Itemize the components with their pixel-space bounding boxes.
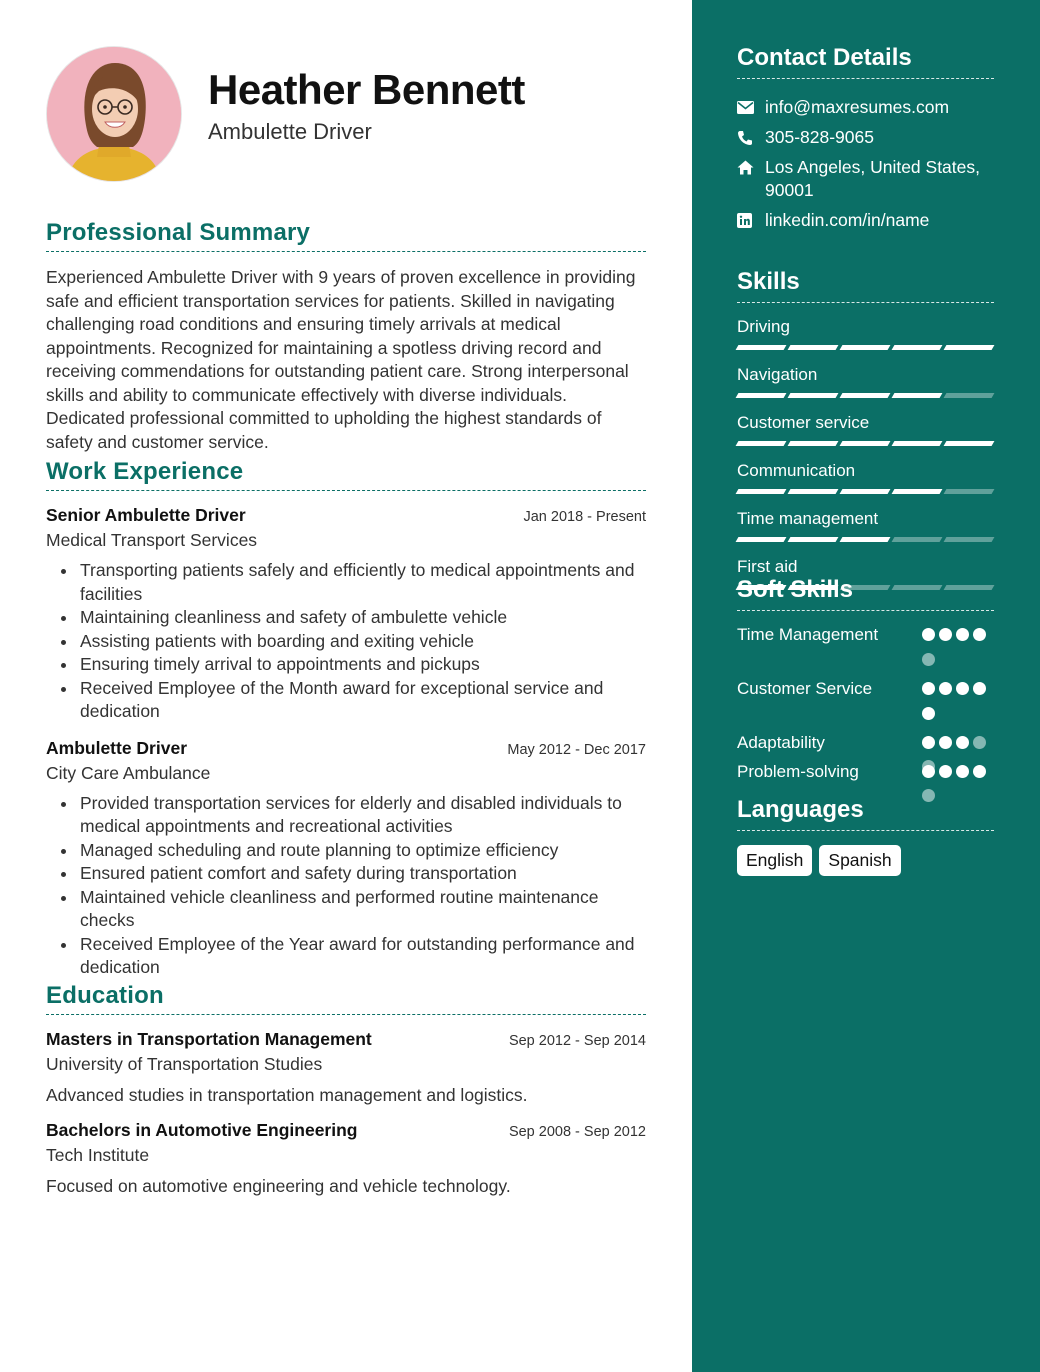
- experience-section: [46, 458, 646, 980]
- skill-level-segment: [944, 537, 995, 542]
- skill-item: [737, 413, 994, 446]
- list-item: • Managed scheduling and route planning to optimize efficiency: [78, 839, 646, 863]
- soft-skill-level-dot: [922, 707, 935, 720]
- soft-skill-item: [737, 760, 994, 790]
- soft-skill-item: [737, 623, 994, 677]
- soft-skill-name: Customer Service: [737, 679, 873, 698]
- soft-skill-name: Problem-solving: [737, 762, 859, 781]
- skills-heading: Skills: [737, 268, 994, 303]
- email-text: info@maxresumes.com: [765, 97, 950, 117]
- skill-name: Navigation: [737, 365, 818, 384]
- language-tag: English: [737, 845, 812, 876]
- soft-skill-level-dots: [922, 677, 994, 731]
- skill-name: Customer service: [737, 413, 870, 432]
- job-role: Senior Ambulette Driver: [46, 505, 246, 525]
- skill-level-bar: [737, 345, 994, 350]
- job-bullets: [46, 792, 646, 980]
- skills-section: [737, 268, 994, 590]
- soft-skill-level-dot: [973, 765, 986, 778]
- skill-level-segment: [944, 393, 995, 398]
- linkedin-text: linkedin.com/in/name: [765, 210, 930, 230]
- skill-name: First aid: [737, 557, 798, 576]
- contact-section: [737, 44, 994, 232]
- skill-level-segment: [892, 345, 943, 350]
- soft-skill-level-dots: [922, 731, 994, 760]
- soft-skill-item: [737, 731, 994, 760]
- skill-level-segment: [840, 393, 891, 398]
- skill-level-segment: [840, 489, 891, 494]
- degree-name: Bachelors in Automotive Engineering: [46, 1120, 358, 1140]
- candidate-title: Ambulette Driver: [208, 119, 372, 144]
- skill-item: [737, 461, 994, 494]
- skill-level-bar: [737, 537, 994, 542]
- skill-level-segment: [736, 537, 787, 542]
- soft-skill-level-dot: [939, 736, 952, 749]
- soft-skill-level-dot: [939, 628, 952, 641]
- skill-level-segment: [944, 345, 995, 350]
- contact-phone[interactable]: [737, 126, 994, 149]
- phone-icon: [737, 126, 765, 149]
- soft-skill-level-dot: [956, 736, 969, 749]
- list-item: • Received Employee of the Year award for outstanding performance and dedication: [78, 933, 646, 980]
- skill-item: [737, 509, 994, 542]
- soft-skills-heading: Soft Skills: [737, 576, 994, 611]
- list-item: • Maintaining cleanliness and safety of ambulette vehicle: [78, 606, 646, 630]
- soft-skill-level-dot: [956, 765, 969, 778]
- skill-level-segment: [736, 489, 787, 494]
- envelope-icon: [737, 96, 765, 119]
- job-entry: [46, 738, 646, 980]
- skill-level-segment: [892, 393, 943, 398]
- skill-level-bar: [737, 441, 994, 446]
- skill-level-segment: [788, 489, 839, 494]
- soft-skill-level-dot: [973, 682, 986, 695]
- skill-name: Time management: [737, 509, 879, 528]
- soft-skill-level-dot: [973, 736, 986, 749]
- soft-skill-level-dot: [922, 653, 935, 666]
- education-date: Sep 2008 - Sep 2012: [508, 1124, 646, 1140]
- school-name: University of Transportation Studies: [46, 1054, 323, 1074]
- job-date: May 2012 - Dec 2017: [507, 741, 646, 758]
- contact-linkedin[interactable]: [737, 209, 994, 232]
- job-company: City Care Ambulance: [46, 762, 211, 783]
- soft-skill-name: Time Management: [737, 625, 879, 644]
- skill-level-segment: [736, 393, 787, 398]
- sidebar: [692, 0, 1040, 1372]
- skill-level-segment: [944, 489, 995, 494]
- contact-email[interactable]: [737, 96, 994, 119]
- skill-level-segment: [736, 441, 787, 446]
- skill-level-segment: [840, 345, 891, 350]
- candidate-name: Heather Bennett: [208, 66, 525, 113]
- skill-item: [737, 317, 994, 350]
- soft-skill-name: Adaptability: [737, 733, 825, 752]
- skill-level-segment: [892, 537, 943, 542]
- skill-level-segment: [840, 537, 891, 542]
- degree-name: Masters in Transportation Management: [46, 1029, 372, 1049]
- contact-address: [737, 156, 994, 202]
- job-date: Jan 2018 - Present: [523, 509, 646, 525]
- job-role: Ambulette Driver: [46, 737, 188, 758]
- contact-heading: Contact Details: [737, 44, 994, 79]
- soft-skill-level-dot: [922, 765, 935, 778]
- skill-level-segment: [788, 441, 839, 446]
- skill-level-segment: [840, 441, 891, 446]
- soft-skill-level-dot: [939, 765, 952, 778]
- education-entry: [46, 1120, 646, 1197]
- experience-heading: Work Experience: [46, 458, 646, 491]
- skill-level-segment: [788, 345, 839, 350]
- education-description: Advanced studies in transportation management and logistics.: [46, 1085, 528, 1105]
- soft-skills-section: [737, 576, 994, 790]
- skill-level-segment: [788, 393, 839, 398]
- list-item: • Provided transportation services for elderly and disabled individuals to medical appointments and recreational activities: [78, 792, 646, 839]
- summary-section: [46, 219, 646, 454]
- school-name: Tech Institute: [46, 1145, 150, 1165]
- skills-list: [737, 317, 994, 590]
- phone-text: 305-828-9065: [765, 127, 874, 147]
- home-icon: [737, 156, 765, 179]
- list-item: • Transporting patients safely and efficiently to medical appointments and facilities: [78, 559, 646, 606]
- skill-level-segment: [788, 537, 839, 542]
- skill-level-segment: [736, 345, 787, 350]
- list-item: • Received Employee of the Month award for exceptional service and dedication: [78, 677, 646, 724]
- skill-name: Communication: [737, 461, 856, 480]
- list-item: • Assisting patients with boarding and exiting vehicle: [78, 630, 646, 654]
- skill-level-bar: [737, 489, 994, 494]
- soft-skill-item: [737, 677, 994, 731]
- skill-level-segment: [944, 441, 995, 446]
- address-text: Los Angeles, United States, 90001: [765, 157, 980, 200]
- soft-skill-level-dot: [922, 628, 935, 641]
- education-section: [46, 982, 646, 1197]
- skill-item: [737, 365, 994, 398]
- soft-skill-level-dots: [922, 623, 994, 677]
- soft-skill-level-dot: [973, 628, 986, 641]
- education-description: Focused on automotive engineering and vehicle technology.: [46, 1176, 511, 1196]
- avatar-illustration: [47, 47, 181, 181]
- avatar: [46, 46, 182, 182]
- soft-skill-level-dot: [922, 736, 935, 749]
- education-date: Sep 2012 - Sep 2014: [508, 1033, 646, 1049]
- languages-heading: Languages: [737, 796, 994, 831]
- languages-list: [737, 845, 994, 876]
- summary-text: Experienced Ambulette Driver with 9 years of proven excellence in providing safe and efficient transportation services for patients. Skilled in navigating challenging road conditions and ensuring timely arrivals at medical appointments. Recognized for maintaining a spotless driving record and receiving commendations for outstanding patient care. Strong interpersonal skills and ability to communicate effectively with diverse individuals. Dedicated professional committed to upholding the highest standards of safety and customer service.: [46, 267, 636, 452]
- soft-skill-level-dot: [939, 682, 952, 695]
- summary-heading: Professional Summary: [46, 219, 646, 252]
- list-item: • Maintained vehicle cleanliness and performed routine maintenance checks: [78, 886, 646, 933]
- list-item: • Ensuring timely arrival to appointments and pickups: [78, 653, 646, 677]
- linkedin-icon: [737, 209, 765, 232]
- list-item: • Ensured patient comfort and safety during transportation: [78, 862, 646, 886]
- soft-skill-level-dot: [956, 682, 969, 695]
- language-tag: Spanish: [819, 845, 900, 876]
- languages-section: [737, 796, 994, 876]
- soft-skill-level-dot: [956, 628, 969, 641]
- job-company: Medical Transport Services: [46, 530, 258, 550]
- soft-skill-level-dot: [922, 682, 935, 695]
- skill-level-bar: [737, 393, 994, 398]
- soft-skill-level-dots: [922, 760, 994, 790]
- skill-name: Driving: [737, 317, 790, 336]
- soft-skills-list: [737, 623, 994, 790]
- education-heading: Education: [46, 982, 646, 1015]
- skill-level-segment: [892, 441, 943, 446]
- job-bullets: [46, 559, 646, 724]
- skill-level-segment: [892, 489, 943, 494]
- education-entry: [46, 1029, 646, 1106]
- job-entry: [46, 505, 646, 724]
